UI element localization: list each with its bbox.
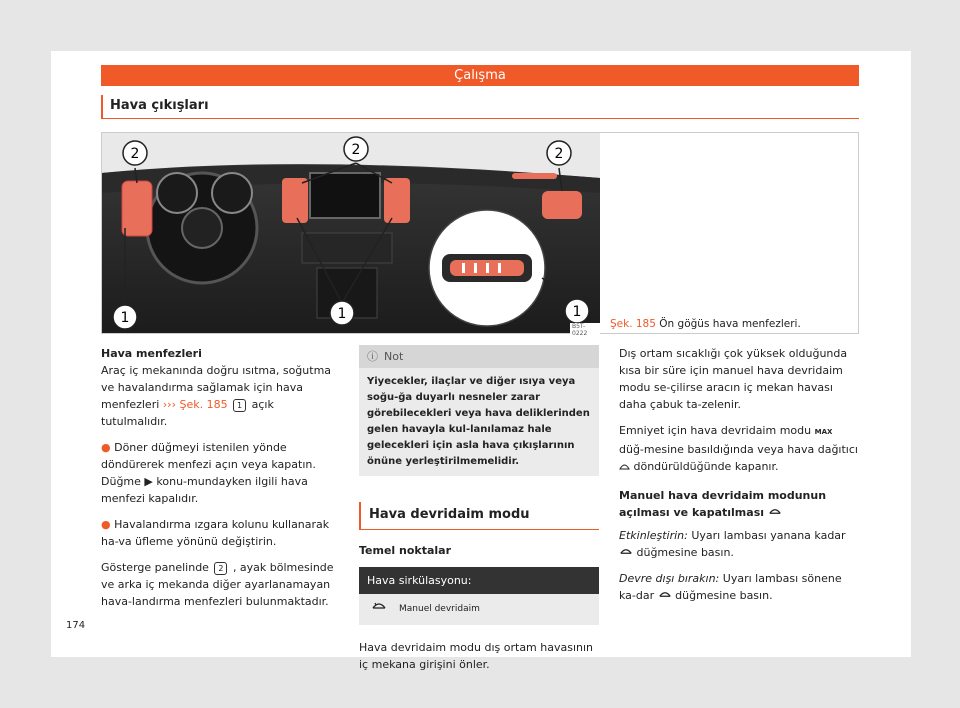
callout-label: 1	[337, 306, 347, 322]
callout-marker	[565, 299, 589, 323]
callout-label: 2	[351, 142, 361, 158]
recirculation-icon	[658, 589, 676, 602]
section-title: Hava çıkışları	[101, 95, 859, 119]
recirculation-icon	[619, 546, 637, 559]
callout-marker	[344, 137, 368, 161]
column-1	[101, 345, 339, 619]
bullet-item: ● Havalandırma ızgara kolunu kullanarak ha-va üfleme yönünü değiştirin.	[101, 518, 330, 548]
paragraph-other-vents: Gösterge panelinde 2 , ayak bölmesinde ve arka iç mekanda diğer ayarlanamayan hava-landırma menfezleri bulunmaktadır.	[101, 561, 334, 608]
chapter-header: Çalışma	[101, 65, 859, 86]
paragraph-hot-weather: Dış ortam sıcaklığı çok yüksek olduğunda kısa bir süre için manuel hava devridaim modu se-çilirse aracın iç mekan havası daha çabuk ta-zelenir.	[619, 347, 848, 411]
callout-badge: 2	[214, 562, 227, 575]
callout-marker	[123, 141, 147, 165]
callout-marker	[330, 301, 354, 325]
table-row	[359, 594, 599, 625]
paragraph-safety: Emniyet için hava devridaim modu MAX düğ-mesine basıldığında veya hava dağıtıcı döndürüldüğünde kapanır.	[619, 424, 858, 473]
figure-code: B5T-0222	[570, 323, 600, 337]
figure-caption-text: Ön göğüs hava menfezleri.	[659, 318, 801, 330]
figure-ref: Şek. 185	[610, 318, 656, 330]
callout-label: 1	[120, 310, 130, 326]
callout-marker	[113, 305, 137, 329]
note-body: Yiyecekler, ilaçlar ve diğer ısıya veya soğu-ğa duyarlı nesneler zarar görebilecekleri veya hava deliklerinden gelen havayla kul-lanılamaz hale gelecekleri için asla hava çıkışlarının önüne yerleştirilmemelidir.	[367, 376, 590, 467]
bullet-item: ● Döner düğmeyi istenilen yönde döndürerek menfezi açın veya kapatın. Düğme ▶ konu-mundayken ilgili hava menfezi kapalıdır.	[101, 441, 316, 505]
paragraph-recirculation: Hava devridaim modu dış ortam havasının iç mekana girişini önler.	[359, 641, 594, 671]
subheading-air-vents: Hava menfezleri	[101, 347, 202, 360]
callout-marker	[547, 141, 571, 165]
paragraph-enable: Etkinleştirin: Uyarı lambası yanana kadar düğmesine basın.	[619, 529, 846, 559]
callout-label: 2	[130, 146, 140, 162]
bullet-icon: ●	[101, 441, 111, 454]
manual-page	[51, 51, 911, 671]
section-title-recirculation: Hava devridaim modu	[359, 502, 599, 530]
note-title: Not	[384, 350, 404, 363]
recirculation-icon	[768, 506, 782, 519]
note-box	[359, 345, 599, 476]
subheading-manual-mode: Manuel hava devridaim modunun açılması ve kapatılması	[619, 489, 827, 519]
max-defrost-icon: MAX	[814, 428, 833, 436]
figure-link[interactable]: ››› Şek. 185	[162, 398, 228, 411]
figure-185	[101, 132, 859, 337]
callout-label: 2	[554, 146, 564, 162]
callout-badge: 1	[233, 399, 246, 412]
column-3	[619, 345, 859, 613]
key-points-label: Temel noktalar	[359, 544, 452, 557]
figure-caption	[610, 318, 801, 330]
page-number: 174	[66, 620, 86, 631]
windshield-icon	[619, 460, 634, 473]
table-cell: Manuel devridaim	[399, 604, 480, 614]
paragraph-disable: Devre dışı bırakın: Uyarı lambası sönene ka-dar düğmesine basın.	[619, 572, 842, 602]
dashboard-illustration	[102, 133, 600, 337]
paragraph-vents: Araç iç mekanında doğru ısıtma, soğutma ve havalandırma sağlamak için hava menfezleri ››› Şek. 185 1 açık tutulmalıdır.	[101, 364, 332, 428]
info-icon: ⓘ	[367, 350, 378, 363]
callout-label: 1	[572, 304, 582, 320]
column-2	[359, 345, 599, 682]
triangle-right-icon: ▶	[144, 475, 153, 488]
note-header	[359, 345, 599, 368]
recirculation-icon	[359, 601, 399, 618]
table-header: Hava sirkülasyonu:	[359, 567, 599, 594]
bullet-icon: ●	[101, 518, 111, 531]
